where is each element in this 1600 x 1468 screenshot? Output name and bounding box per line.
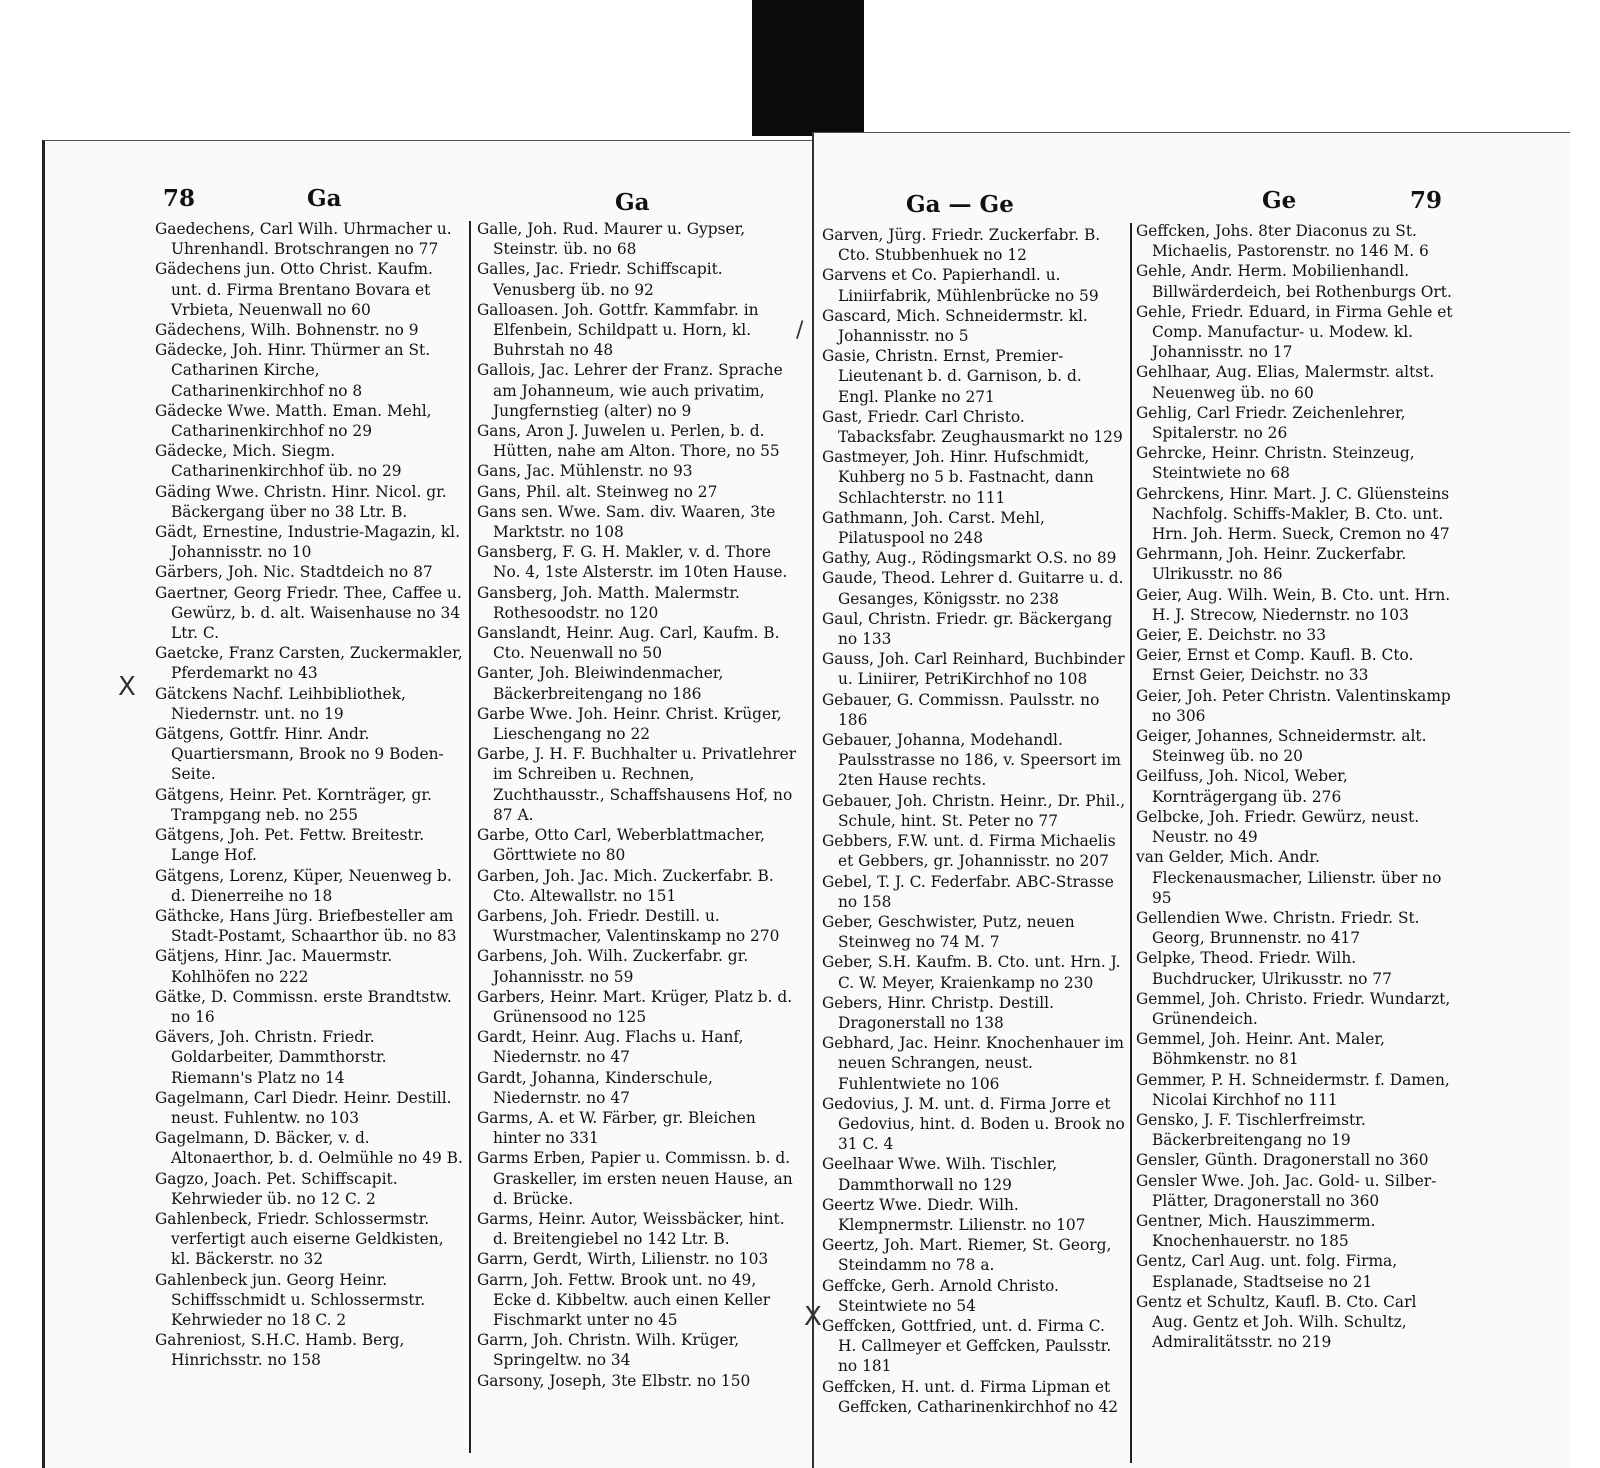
directory-entry: Garbens, Joh. Wilh. Zuckerfabr. gr. Johannisstr. no 59 xyxy=(477,947,749,986)
directory-entry: Gans, Jac. Mühlenstr. no 93 xyxy=(477,462,693,481)
directory-entry: Garrn, Joh. Fettw. Brook unt. no 49, Ecke d. Kibbeltw. auch einen Keller Fischmarkt unter no 45 xyxy=(477,1270,771,1329)
directory-entry: Gentz, Carl Aug. unt. folg. Firma, Esplanade, Stadtseise no 21 xyxy=(1136,1252,1398,1291)
directory-entry: Geffcken, Gottfried, unt. d. Firma C. H. Callmeyer et Geffcken, Paulsstr. no 181 xyxy=(822,1316,1112,1376)
directory-entry: Garbe, Otto Carl, Weberblattmacher, Görttwiete no 80 xyxy=(477,826,766,865)
directory-entry: Gätjens, Hinr. Jac. Mauermstr. Kohlhöfen no 222 xyxy=(155,947,393,986)
book-spine-strip xyxy=(752,0,864,136)
directory-entry: Garms Erben, Papier u. Commissn. b. d. Graskeller, im ersten neuen Hause, an d. Brücke. xyxy=(477,1149,793,1208)
directory-entry: Galles, Jac. Friedr. Schiffscapit. Venusberg üb. no 92 xyxy=(477,260,723,299)
directory-entry: Garsony, Joseph, 3te Elbstr. no 150 xyxy=(477,1371,751,1390)
directory-entry: Gäthcke, Hans Jürg. Briefbesteller am Stadt-Postamt, Schaarthor üb. no 83 xyxy=(155,906,457,946)
directory-entry: Gentner, Mich. Hauszimmerm. Knochenhauerstr. no 185 xyxy=(1136,1211,1376,1251)
directory-entry: Gaetcke, Franz Carsten, Zuckermakler, Pferdemarkt no 43 xyxy=(155,644,463,683)
directory-entry: Gädecke Wwe. Matth. Eman. Mehl, Catharinenkirchhof no 29 xyxy=(155,401,432,441)
directory-entry: Gahreniost, S.H.C. Hamb. Berg, Hinrichsstr. no 158 xyxy=(155,1331,405,1370)
directory-entry: Geertz Wwe. Diedr. Wilh. Klempnermstr. Lilienstr. no 107 xyxy=(822,1195,1086,1234)
directory-entry: Ganter, Joh. Bleiwindenmacher, Bäckerbreitengang no 186 xyxy=(477,664,724,703)
directory-entry: Gathy, Aug., Rödingsmarkt O.S. no 89 xyxy=(822,549,1117,568)
directory-entry: Geier, E. Deichstr. no 33 xyxy=(1136,626,1326,645)
directory-entry: Gätgens, Heinr. Pet. Kornträger, gr. Trampgang neb. no 255 xyxy=(155,785,432,824)
column-rule xyxy=(1130,223,1132,1463)
directory-entry: Gansberg, Joh. Matth. Malermstr. Rothesoodstr. no 120 xyxy=(477,583,740,622)
directory-entry: Geertz, Joh. Mart. Riemer, St. Georg, Steindamm no 78 a. xyxy=(822,1236,1112,1275)
directory-entry: Gentz et Schultz, Kaufl. B. Cto. Carl Aug. Gentz et Joh. Wilh. Schultz, Admiralitätsstr. no 219 xyxy=(1136,1292,1417,1352)
directory-entry: Geier, Aug. Wilh. Wein, B. Cto. unt. Hrn. H. J. Strecow, Niedernstr. no 103 xyxy=(1136,585,1451,624)
right-page xyxy=(812,132,1570,1468)
directory-entry: Gensler, Günth. Dragonerstall no 360 xyxy=(1136,1151,1429,1170)
directory-entry: Gathmann, Joh. Carst. Mehl, Pilatuspool no 248 xyxy=(822,508,1045,548)
directory-entry: Gasie, Christn. Ernst, Premier-Lieutenant b. d. Garnison, b. d. Engl. Planke no 271 xyxy=(822,347,1082,406)
directory-entry: Gebbers, F.W. unt. d. Firma Michaelis et Gebbers, gr. Johannisstr. no 207 xyxy=(822,832,1116,871)
directory-entry: Gätgens, Gottfr. Hinr. Andr. Quartiersmann, Brook no 9 Boden-Seite. xyxy=(155,725,444,784)
directory-entry: Geber, Geschwister, Putz, neuen Steinweg no 74 M. 7 xyxy=(822,912,1075,952)
directory-entry: Gagzo, Joach. Pet. Schiffscapit. Kehrwieder üb. no 12 C. 2 xyxy=(155,1169,398,1208)
directory-entry: Gelbcke, Joh. Friedr. Gewürz, neust. Neustr. no 49 xyxy=(1136,807,1420,847)
directory-entry: Gebel, T. J. C. Federfabr. ABC-Strasse no 158 xyxy=(822,872,1114,911)
directory-entry: Gätke, D. Commissn. erste Brandtstw. no 16 xyxy=(155,987,452,1026)
directory-entry: Garben, Joh. Jac. Mich. Zuckerfabr. B. Cto. Altewallstr. no 151 xyxy=(477,866,774,905)
directory-entry: Geelhaar Wwe. Wilh. Tischler, Dammthorwall no 129 xyxy=(822,1155,1058,1194)
directory-entry: Gätgens, Joh. Pet. Fettw. Breitestr. Lange Hof. xyxy=(155,826,425,865)
directory-entry: Gävers, Joh. Christn. Friedr. Goldarbeiter, Dammthorstr. Riemann's Platz no 14 xyxy=(155,1028,387,1087)
directory-entry: Geffcken, Johs. 8ter Diaconus zu St. Michaelis, Pastorenstr. no 146 M. 6 xyxy=(1136,222,1429,261)
directory-entry: Gaul, Christn. Friedr. gr. Bäckergang no 133 xyxy=(822,609,1113,649)
right-column-1 xyxy=(822,225,1126,1463)
directory-entry: Gaude, Theod. Lehrer d. Guitarre u. d. Gesanges, Königsstr. no 238 xyxy=(822,569,1124,608)
directory-entry: Gans, Aron J. Juwelen u. Perlen, b. d. Hütten, nahe am Alton. Thore, no 55 xyxy=(477,422,780,461)
directory-entry: Geier, Ernst et Comp. Kaufl. B. Cto. Ernst Geier, Deichstr. no 33 xyxy=(1136,646,1414,685)
left-column-2 xyxy=(477,219,799,1459)
right-header-right: Ge xyxy=(1262,187,1297,214)
directory-entry: Geber, S.H. Kaufm. B. Cto. unt. Hrn. J. C. W. Meyer, Kraienkamp no 230 xyxy=(822,953,1121,992)
directory-entry: Gehrckens, Hinr. Mart. J. C. Glüensteins Nachfolg. Schiffs-Makler, B. Cto. unt. Hrn. Joh. Herm. Sueck, Cremon no 47 xyxy=(1136,484,1450,544)
directory-entry: Gädt, Ernestine, Industrie-Magazin, kl. Johannisstr. no 10 xyxy=(155,523,460,562)
directory-entry: Garrn, Gerdt, Wirth, Lilienstr. no 103 xyxy=(477,1250,769,1269)
directory-entry: Garbe, J. H. F. Buchhalter u. Privatlehrer im Schreiben u. Rechnen, Zuchthausstr., Schaffshausens Hof, no 87 A. xyxy=(477,745,797,824)
directory-entry: Gastmeyer, Joh. Hinr. Hufschmidt, Kuhberg no 5 b. Fastnacht, dann Schlachterstr. no 111 xyxy=(822,448,1094,507)
directory-entry: Galle, Joh. Rud. Maurer u. Gypser, Steinstr. üb. no 68 xyxy=(477,220,746,259)
directory-entry: Gebauer, Joh. Christn. Heinr., Dr. Phil., Schule, hint. St. Peter no 77 xyxy=(822,791,1126,830)
directory-entry: Garms, Heinr. Autor, Weissbäcker, hint. d. Breitengiebel no 142 Ltr. B. xyxy=(477,1209,785,1249)
column-rule xyxy=(469,221,471,1453)
directory-entry: Gahlenbeck, Friedr. Schlossermstr. verfertigt auch eiserne Geldkisten, kl. Bäckerstr. no 32 xyxy=(155,1209,444,1269)
directory-entry: Ganslandt, Heinr. Aug. Carl, Kaufm. B. Cto. Neuenwall no 50 xyxy=(477,624,780,663)
directory-entry: Gedovius, J. M. unt. d. Firma Jorre et Gedovius, hint. d. Boden u. Brook no 31 C. 4 xyxy=(822,1094,1125,1154)
directory-entry: Garbens, Joh. Friedr. Destill. u. Wurstmacher, Valentinskamp no 270 xyxy=(477,906,780,946)
directory-entry: Gädecke, Mich. Siegm. Catharinenkirchhof üb. no 29 xyxy=(155,442,402,481)
directory-entry: Gädechens, Wilh. Bohnenstr. no 9 xyxy=(155,321,419,340)
right-header-left: Ga — Ge xyxy=(906,191,1014,218)
directory-entry: Gärbers, Joh. Nic. Stadtdeich no 87 xyxy=(155,563,433,582)
margin-mark: X xyxy=(804,1302,822,1332)
directory-entry: Gast, Friedr. Carl Christo. Tabacksfabr. Zeughausmarkt no 129 xyxy=(822,407,1123,447)
directory-entry: Gehlig, Carl Friedr. Zeichenlehrer, Spitalerstr. no 26 xyxy=(1136,403,1406,443)
directory-entry: Gemmer, P. H. Schneidermstr. f. Damen, Nicolai Kirchhof no 111 xyxy=(1136,1070,1450,1109)
directory-entry: Gätckens Nachf. Leihbibliothek, Niedernstr. unt. no 19 xyxy=(155,684,406,723)
directory-entry: Gehlhaar, Aug. Elias, Malermstr. altst. Neuenweg üb. no 60 xyxy=(1136,363,1435,402)
directory-entry: Gehle, Andr. Herm. Mobilienhandl. Billwärderdeich, bei Rothenburgs Ort. xyxy=(1136,262,1452,301)
margin-mark: / xyxy=(796,318,804,343)
right-column-2 xyxy=(1136,221,1454,1461)
directory-entry: Gagelmann, D. Bäcker, v. d. Altonaerthor, b. d. Oelmühle no 49 B. xyxy=(155,1129,463,1168)
directory-entry: Gehrcke, Heinr. Christn. Steinzeug, Steintwiete no 68 xyxy=(1136,444,1415,483)
directory-entry: Gardt, Heinr. Aug. Flachs u. Hanf, Niedernstr. no 47 xyxy=(477,1028,744,1067)
directory-entry: Gansberg, F. G. H. Makler, v. d. Thore No. 4, 1ste Alsterstr. im 10ten Hause. xyxy=(477,543,788,582)
directory-entry: Gebers, Hinr. Christp. Destill. Dragonerstall no 138 xyxy=(822,993,1054,1032)
directory-entry: Gascard, Mich. Schneidermstr. kl. Johannisstr. no 5 xyxy=(822,306,1088,346)
directory-entry: Galloasen. Joh. Gottfr. Kammfabr. in Elfenbein, Schildpatt u. Horn, kl. Buhrstah no 48 xyxy=(477,300,759,360)
directory-entry: Gehle, Friedr. Eduard, in Firma Gehle et Comp. Manufactur- u. Modew. kl. Johannisstr. no 17 xyxy=(1136,302,1453,362)
directory-entry: Gemmel, Joh. Christo. Friedr. Wundarzt, Grünendeich. xyxy=(1136,989,1451,1028)
directory-entry: Garms, A. et W. Färber, gr. Bleichen hinter no 331 xyxy=(477,1108,756,1148)
directory-entry: Gellendien Wwe. Christn. Friedr. St. Georg, Brunnenstr. no 417 xyxy=(1136,908,1420,948)
directory-entry: Gätgens, Lorenz, Küper, Neuenweg b. d. Dienerreihe no 18 xyxy=(155,866,452,905)
directory-entry: Geffcken, H. unt. d. Firma Lipman et Geffcken, Catharinenkirchhof no 42 xyxy=(822,1377,1119,1416)
directory-entry: Gebhard, Jac. Heinr. Knochenhauer im neuen Schrangen, neust. Fuhlentwiete no 106 xyxy=(822,1034,1125,1093)
directory-entry: Geiger, Johannes, Schneidermstr. alt. Steinweg üb. no 20 xyxy=(1136,727,1427,766)
directory-entry: Geilfuss, Joh. Nicol, Weber, Kornträgergang üb. 276 xyxy=(1136,767,1348,806)
directory-entry: Garven, Jürg. Friedr. Zuckerfabr. B. Cto. Stubbenhuek no 12 xyxy=(822,226,1101,265)
directory-entry: Geier, Joh. Peter Christn. Valentinskamp no 306 xyxy=(1136,686,1451,725)
directory-entry: Gauss, Joh. Carl Reinhard, Buchbinder u. Liniirer, PetriKirchhof no 108 xyxy=(822,650,1125,689)
left-page-number: 78 xyxy=(163,185,196,212)
directory-entry: Gans, Phil. alt. Steinweg no 27 xyxy=(477,482,718,501)
directory-entry: Gehrmann, Joh. Heinr. Zuckerfabr. Ulrikusstr. no 86 xyxy=(1136,545,1407,584)
directory-entry: Garbers, Heinr. Mart. Krüger, Platz b. d. Grünensood no 125 xyxy=(477,987,793,1026)
directory-entry: Gemmel, Joh. Heinr. Ant. Maler, Böhmkenstr. no 81 xyxy=(1136,1030,1385,1069)
directory-entry: Gallois, Jac. Lehrer der Franz. Sprache am Johanneum, wie auch privatim, Jungfernstieg (alter) no 9 xyxy=(477,361,783,420)
directory-entry: Gardt, Johanna, Kinderschule, Niedernstr. no 47 xyxy=(477,1068,713,1107)
margin-mark: X xyxy=(118,672,136,702)
left-header-left: Ga xyxy=(307,185,342,212)
directory-entry: Gaertner, Georg Friedr. Thee, Caffee u. Gewürz, b. d. alt. Waisenhause no 34 Ltr. C. xyxy=(155,583,462,643)
directory-entry: van Gelder, Mich. Andr. Fleckenausmacher, Lilienstr. über no 95 xyxy=(1136,848,1442,907)
directory-entry: Gensler Wwe. Joh. Jac. Gold- u. Silber-Plätter, Dragonerstall no 360 xyxy=(1136,1171,1437,1210)
directory-entry: Gaedechens, Carl Wilh. Uhrmacher u. Uhrenhandl. Brotschrangen no 77 xyxy=(155,220,452,259)
right-page-number: 79 xyxy=(1410,187,1443,214)
left-header-right: Ga xyxy=(615,189,650,216)
directory-entry: Gensko, J. F. Tischlerfreimstr. Bäckerbreitengang no 19 xyxy=(1136,1110,1366,1150)
directory-entry: Gelpke, Theod. Friedr. Wilh. Buchdrucker, Ulrikusstr. no 77 xyxy=(1136,949,1392,988)
directory-entry: Gebauer, G. Commissn. Paulsstr. no 186 xyxy=(822,690,1100,729)
left-page xyxy=(42,140,819,1468)
directory-entry: Geffcke, Gerh. Arnold Christo. Steintwiete no 54 xyxy=(822,1276,1059,1315)
directory-entry: Gebauer, Johanna, Modehandl. Paulsstrasse no 186, v. Speersort im 2ten Hause rechts. xyxy=(822,731,1121,790)
directory-entry: Gagelmann, Carl Diedr. Heinr. Destill. neust. Fuhlentw. no 103 xyxy=(155,1088,452,1127)
directory-entry: Garbe Wwe. Joh. Heinr. Christ. Krüger, Lieschengang no 22 xyxy=(477,704,782,744)
directory-entry: Garvens et Co. Papierhandl. u. Liniirfabrik, Mühlenbrücke no 59 xyxy=(822,266,1099,305)
directory-entry: Gahlenbeck jun. Georg Heinr. Schiffsschmidt u. Schlossermstr. Kehrwieder no 18 C. 2 xyxy=(155,1270,426,1329)
directory-entry: Gädechens jun. Otto Christ. Kaufm. unt. d. Firma Brentano Bovara et Vrbieta, Neuenwall no 60 xyxy=(155,260,433,319)
left-column-1 xyxy=(155,219,463,1459)
directory-entry: Gädecke, Joh. Hinr. Thürmer an St. Catharinen Kirche, Catharinenkirchhof no 8 xyxy=(155,341,431,400)
directory-entry: Gäding Wwe. Christn. Hinr. Nicol. gr. Bäckergang über no 38 Ltr. B. xyxy=(155,482,447,521)
directory-entry: Garrn, Joh. Christn. Wilh. Krüger, Springeltw. no 34 xyxy=(477,1331,740,1370)
directory-entry: Gans sen. Wwe. Sam. div. Waaren, 3te Marktstr. no 108 xyxy=(477,502,776,542)
